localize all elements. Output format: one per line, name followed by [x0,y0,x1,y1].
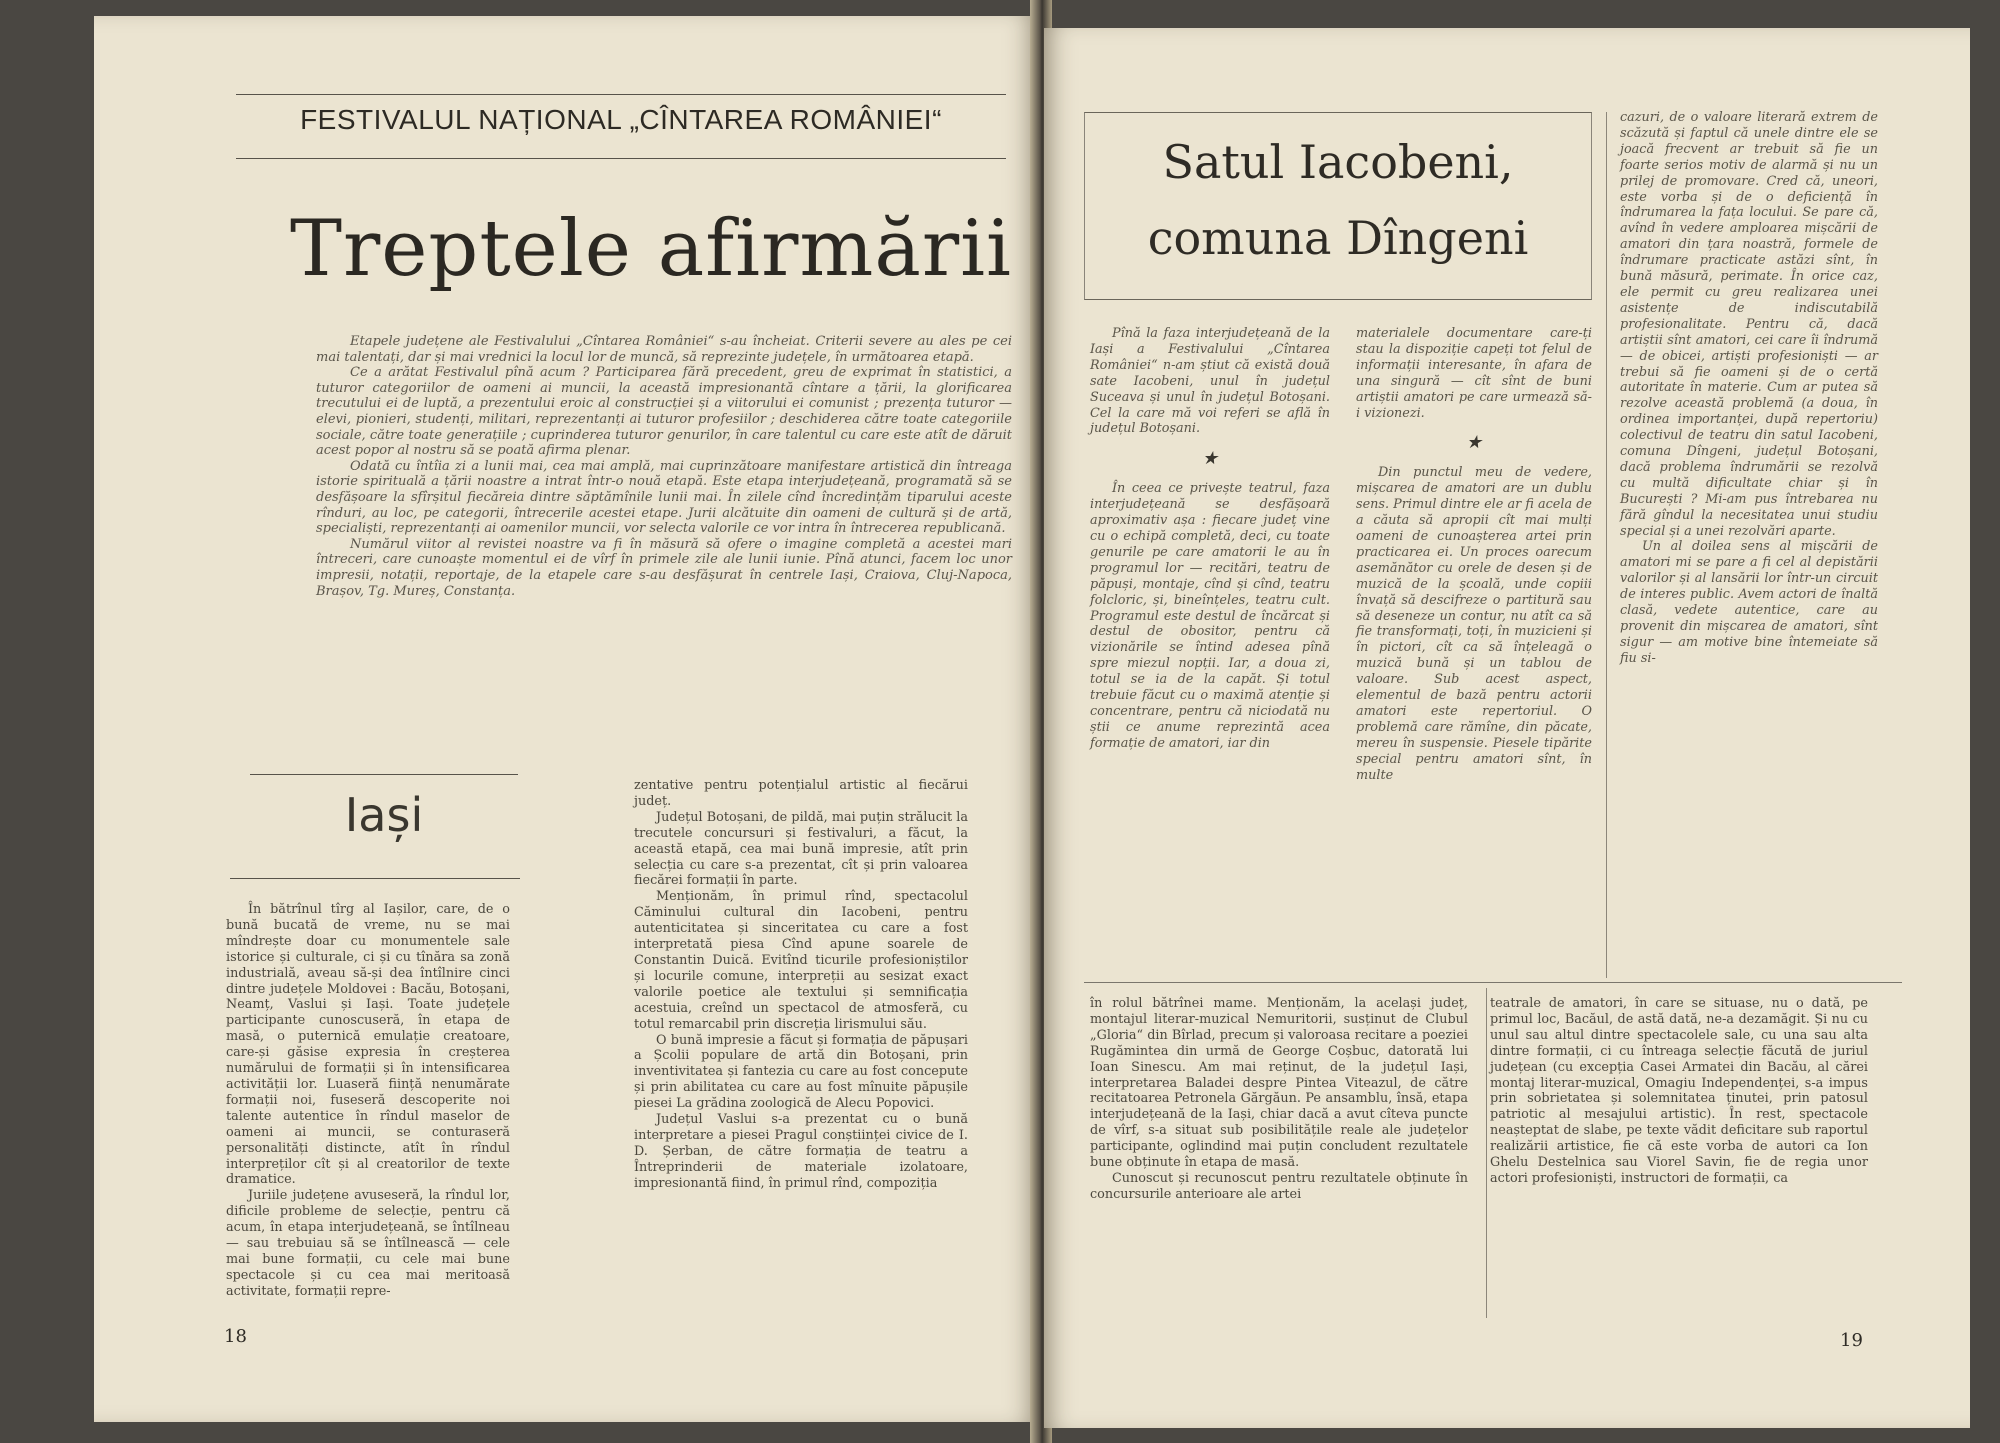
kicker-top-rule [236,94,1006,95]
body-paragraph: teatrale de amatori, în care se situase, nu o dată, pe primul loc, Bacăul, de astă dată, ne-a dezamăgit. Și nu cu unul sau altul dintre spectacolele sale, cu una sau alta dintre formații, ci cu întreaga selecție făcută de juriul județean (cu excepția Casei Armatei din Bacău, al cărei montaj literar-muzical, Omagiu Independenței, s-a impus prin sobrietatea și solemnitatea ținutei, prin patosul patriotic al mesajului artistic). În rest, spectacole neașteptat de slabe, pe texte vădit deficitare sub raportul realizării artistice, fie că este vorba de autori ca Ion Ghelu Destelnica sau Viorel Savin, fie de regia unor actori profesioniști, instructori de formații, ca [1490,996,1868,1186]
body-paragraph: Cunoscut și recunoscut pentru rezultatele obținute în concursurile anterioare ale artei [1090,1170,1468,1202]
section-star: ★ [1465,432,1483,454]
article-headline: Treptele afirmării [289,204,1012,294]
satul-column-2 [1356,326,1592,783]
section-star: ★ [1201,448,1219,470]
body-paragraph: O bună impresie a făcut și formația de păpușari a Școlii populare de artă din Botoșani, prin inventivitatea și fantezia cu care au fost concepute și prin abilitatea cu care au fost mînuite păpușile piesei La grădina zoologică de Alecu Popovici. [634,1032,968,1112]
satul-title-line1: Satul Iacobeni, [1162,135,1514,189]
bottom-section-rule [1084,982,1902,983]
iasi-bottom-rule [230,878,520,879]
body-paragraph: Juriile județene avuseseră, la rîndul lor, dificile probleme de selecție, pentru că acum, în etapa interjudețeană, se întîlneau — sau trebuiau să se întîlnească — cele mai bune formații, cu cele mai bune spectacole și cu cea mai meritoasă activitate, formații repre- [226,1188,510,1299]
section-title-iasi: Iași [344,788,424,842]
satul-column-3 [1620,110,1878,667]
lede-paragraph: Numărul viitor al revistei noastre va fi în măsură să ofere o imagine completă a acestei mari întreceri, care cunoaște momentul ei de vîrf în primele zile ale lunii iunie. Pînă atunci, facem loc unor impresii, notații, reportaje, de la etapele care s-au desfășurat în centrele Iași, Craiova, Cluj-Napoca, Brașov, Tg. Mureș, Constanța. [316,536,1012,599]
right-page [1044,28,1970,1428]
iasi-top-rule [250,774,518,775]
satul-title-line2: comuna Dîngeni [1147,211,1529,265]
iasi-column-1 [226,902,510,1300]
body-paragraph: materialele documentare care-ți stau la dispoziție capeți tot felul de informații interesante, în afara de una singură — cît sînt de buni artiștii amatori pe care urmează să-i vizionezi. [1356,326,1592,421]
body-paragraph: Județul Botoșani, de pildă, mai puțin strălucit la trecutele concursuri și festivaluri, a făcut, la această etapă, cea mai bună impresie, atît prin selecția cu care s-a prezentat, cît și prin valoarea fiecărei formații în parte. [634,809,968,889]
left-page [94,16,1036,1422]
satul-title-box [1084,112,1592,300]
iasi-continued-column-2 [1490,996,1868,1187]
satul-column-1 [1090,326,1330,752]
iasi-column-2 [634,778,968,1192]
article-lede [316,334,1012,599]
body-paragraph: Menționăm, în primul rînd, spectacolul Căminului cultural din Iacobeni, pentru autenticitatea și sinceritatea cu care a fost interpretată piesa Cînd apune soarele de Constantin Duică. Evitînd ticurile profesioniștilor și locurile comune, interpreții au sesizat exact valorile poetice ale textului și semnificația acestuia, creînd un spectacol de atmosferă, cu totul remarcabil prin discreția lirismului său. [634,889,968,1032]
body-paragraph: cazuri, de o valoare literară extrem de scăzută și faptul că unele dintre ele se joacă frecvent ar trebuit să fie un foarte serios motiv de alarmă și nu un prilej de promovare. Cred că, uneori, este vorba și de o deficiență în îndrumarea la fața locului. Se pare că, avînd în vedere amploarea mișcării de amatori din țara noastră, formele de îndrumare practicate astăzi sînt, în bună măsură, perimate. În orice caz, ele permit cu greu realizarea unei asistențe de indiscutabilă profesionalitate. Pentru că, dacă artiștii sînt amatori, cei care îi îndrumă — de obicei, artiști profesioniști — ar trebui să fie oameni și de o certă autoritate în materie. Cum ar putea să rezolve această problemă (a doua, în ordinea importanței, după repertoriu) colectivul de teatru din satul Iacobeni, comuna Dîngeni, județul Botoșani, dacă problema îndrumării se rezolvă cu multă dificultate chiar și în București ? Mi-am pus întrebarea nu fără gîndul la necesitatea unui studiu special și a unei rezolvări aparte. [1620,110,1878,539]
iasi-continued-column-1 [1090,996,1468,1203]
body-paragraph: în rolul bătrînei mame. Menționăm, la același județ, montajul literar-muzical Nemuritorii, susținut de Clubul „Gloria“ din Bîrlad, precum și valoroasa recitare a poeziei Rugămintea din urmă de George Coșbuc, datorată lui Ioan Sinescu. Am mai reținut, de la județul Iași, interpretarea Baladei despre Pintea Viteazul, de către recitatoarea Petronela Gărgăun. Pe ansamblu, însă, etapa interjudețeană de la Iași, chiar dacă a avut cîteva puncte de vîrf, s-a situat sub posibilitățile reale ale județelor participante, oglindind mai puțin concludent rezultatele bune obținute în etapa de masă. [1090,996,1468,1171]
body-paragraph: În bătrînul tîrg al Iașilor, care, de o bună bucată de vreme, nu se mai mîndrește doar cu monumentele sale istorice și culturale, ci și cu tînăra sa zonă industrială, aveau să-și dea întîlnire cinci dintre județele Moldovei : Bacău, Botoșani, Neamț, Vaslui și Iași. Toate județele participante cunoscuseră, în etapa de masă, o puternică emulație creatoare, care-și găsise expresia în creșterea numărului de formații și în intensificarea activității lor. Luaseră ființă nenumărate formații noi, fuseseră descoperite noi talente autentice în rîndul maselor de oameni ai muncii, se conturaseră personalități distincte, atît în rîndul interpreților cît și al creatorilor de texte dramatice. [226,902,510,1188]
column-divider [1606,112,1607,978]
body-paragraph: Din punctul meu de vedere, mișcarea de amatori are un dublu sens. Primul dintre ele ar fi acela de a căuta să apropii cît mai mulți oameni de cunoașterea artei prin practicarea ei. Un proces oarecum asemănător cu orele de desen și de muzică de la școală, unde copiii învață să descifreze o partitură sau să deseneze un contur, nu atît ca să fie transformați, toți, în muzicieni și în pictori, cît ca să înțeleagă o muzică bună și un tablou de valoare. Sub acest aspect, elementul de bază pentru actorii amatori este repertoriul. O problemă care rămîne, din păcate, mereu în suspensie. Piesele tipărite special pentru amatori sînt, în multe [1356,465,1592,783]
kicker-bottom-rule [236,158,1006,159]
body-paragraph: Județul Vaslui s-a prezentat cu o bună interpretare a piesei Pragul conștiinței civice de I. D. Șerban, de către formația de teatru a Întreprinderii de materiale izolatoare, impresionantă fiind, în primul rînd, compoziția [634,1112,968,1191]
lede-paragraph: Odată cu întîia zi a lunii mai, cea mai amplă, mai cuprinzătoare manifestare artistică din întreaga istorie spirituală a țării noastre a intrat într-o nouă etapă. Este etapa interjudețeană, programată să se desfășoare la sfîrșitul fiecăreia dintre săptămînile lunii mai. În zilele cînd încredințăm tiparului aceste rînduri, au loc, pe categorii, întrecerile acestei etape. Jurii alcătuite din oameni de cultură și de artă, specialiști, reprezentanți ai oamenilor muncii, vor selecta valorile ce vor intra în întrecerea republicană. [316,458,1012,537]
page-number-right: 19 [1840,1330,1863,1351]
lede-paragraph: Ce a arătat Festivalul pînă acum ? Participarea fără precedent, greu de exprimat în statistici, a tuturor categoriilor de oameni ai muncii, la această impresionantă cîntare a țării, la glorificarea trecutului ei de luptă, a prezentului eroic al construcției și a viitorului ei comunist ; prezența tuturor — elevi, pionieri, studenți, militari, reprezentanți ai tuturor profesiilor ; deschiderea către toate categoriile sociale, către toate generațiile ; cuprinderea tuturor genurilor, în care talentul cu care este atît de dăruit acest popor al nostru să se poată afirma plenar. [316,365,1012,459]
bottom-column-divider [1486,988,1487,1318]
page-number-left: 18 [224,1326,247,1347]
lede-paragraph: Etapele județene ale Festivalului „Cîntarea României“ s-au încheiat. Criterii severe au ales pe cei mai talentați, dar și mai vrednici la locul lor de muncă, să reprezinte județele, în următoarea etapă. [316,334,1012,365]
body-paragraph: În ceea ce privește teatrul, faza interjudețeană se desfășoară aproximativ așa : fiecare județ vine cu o echipă completă, deci, cu toate genurile pe care amatorii le au în programul lor — recitări, teatru de păpuși, montaje, cînd și cînd, teatru folcloric, și, bineînțeles, teatru cult. Programul este destul de încărcat și destul de obositor, pentru că vizionările se întind adesea pînă spre miezul nopții. Iar, a doua zi, totul se ia de la capăt. Și totul trebuie făcut cu o maximă atenție și concentrare, pentru că niciodată nu știi ce anume reprezintă acea formație de amatori, iar din [1090,481,1330,751]
body-paragraph: Pînă la faza interjudețeană de la Iași a Festivalului „Cîntarea României“ n-am știut că există două sate Iacobeni, unul în județul Suceava și unul în județul Botoșani. Cel la care mă voi referi se află în județul Botoșani. [1090,326,1330,437]
festival-kicker: FESTIVALUL NAȚIONAL „CÎNTAREA ROMÂNIEI“ [300,104,942,135]
body-paragraph: Un al doilea sens al mișcării de amatori mi se pare a fi cel al depistării valorilor și al lansării lor într-un circuit de interes public. Avem actori de înaltă clasă, vedete autentice, care au provenit din mișcarea de amatori, sînt sigur — am motive bine întemeiate să fiu si- [1620,539,1878,666]
body-paragraph: zentative pentru potențialul artistic al fiecărui județ. [634,778,968,809]
